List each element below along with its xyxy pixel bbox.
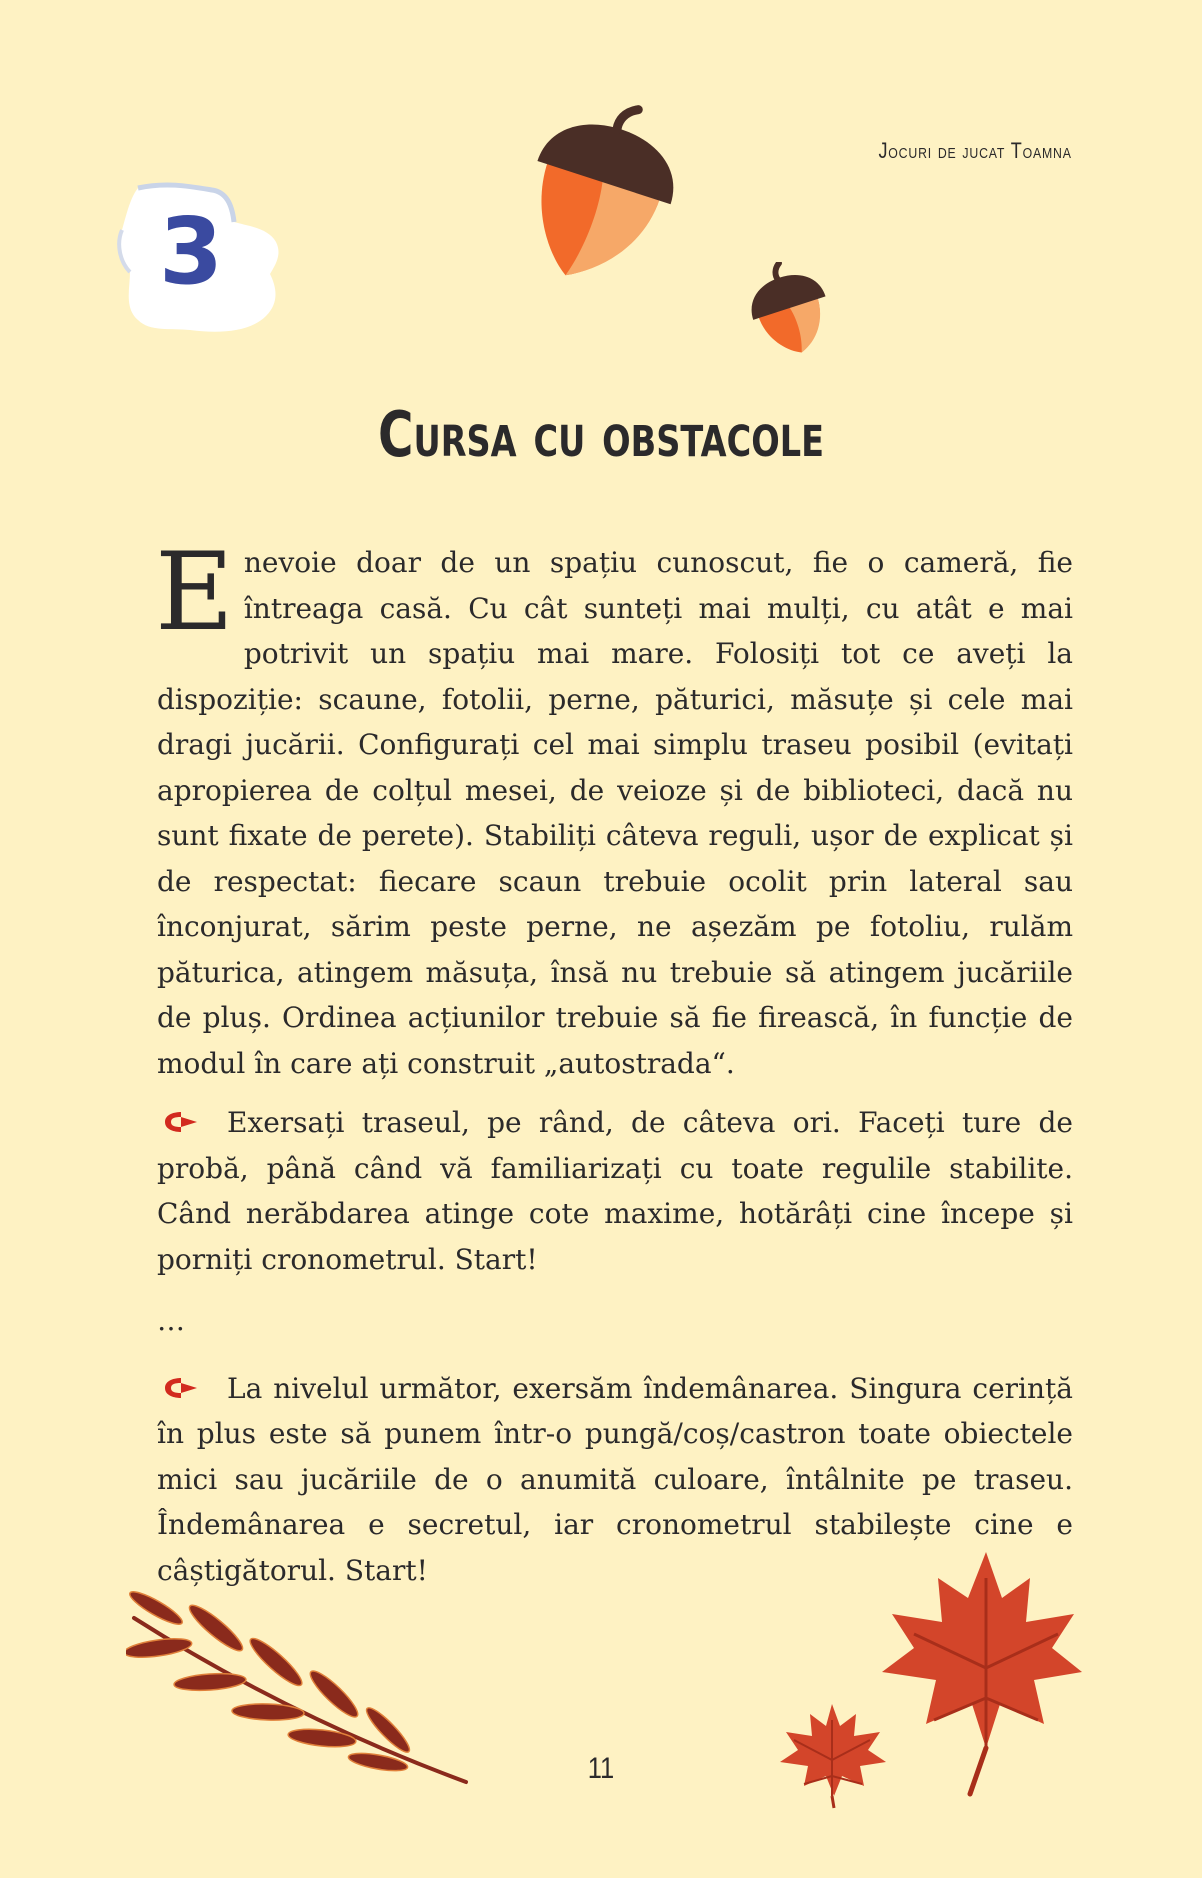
paragraph-2 [157,1100,1073,1282]
maple-leaf-icon [774,1700,890,1810]
acorn-icon [744,262,836,358]
chapter-number: 3 [158,198,223,305]
arrow-bullet-icon [161,1376,201,1400]
page-title: Cursa cu obstacole [377,398,825,471]
page-number: 11 [587,1752,615,1785]
paragraph-2-text: Exersați traseul, pe rând, de câteva ori. Faceți ture de probă, până când vă familiarizați cu toate regulile stabilite. Când nerăbdarea atinge cote maxime, hotărâți cine începe și porniți cronometrul. Start! [157,1106,1073,1276]
paragraph-1 [155,530,1073,1086]
body-text [155,530,1073,1593]
maple-leaf-icon [874,1548,1084,1798]
arrow-bullet-icon [161,1110,201,1134]
acorn-icon [520,100,680,290]
ellipsis: … [157,1304,185,1337]
chapter-number-badge [116,182,296,352]
paragraph-1-text: nevoie doar de un spațiu cunoscut, fie o cameră, fie întreaga casă. Cu cât sunteți mai mulți, cu atât e mai potrivit un spațiu mai mare. Folosiți tot ce aveți la dispoziție: scaune, fotolii, perne, păturici, măsuțe și cele mai dragi jucării. Configurați cel mai simplu traseu posibil (evitați apropierea de colțul mesei, de veioze și de biblioteci, dacă nu sunt fixate de perete). Stabiliți câteva reguli, ușor de explicat și de respectat: fiecare scaun trebuie ocolit prin lateral sau înconjurat, sărim peste perne, ne așezăm pe fotoliu, rulăm păturica, atingem măsuța, însă nu trebuie să atingem jucăriile de pluș. Ordinea acțiunilor trebuie să fie firească, în funcție de modul în care ați construit „autostrada“. [157,546,1073,1080]
running-head: Jocuri de jucat Toamna [878,138,1072,163]
drop-cap: E [155,530,234,655]
paragraph-3-text: La nivelul următor, exersăm îndemânarea. Singura cerință în plus este să punem într-o pungă/coș/castron toate obiectele mici sau jucăriile de o anumită culoare, întâlnite pe traseu. Îndemânarea e secretul, iar cronometrul stabilește cine e câștigătorul. Start! [157,1371,1073,1587]
